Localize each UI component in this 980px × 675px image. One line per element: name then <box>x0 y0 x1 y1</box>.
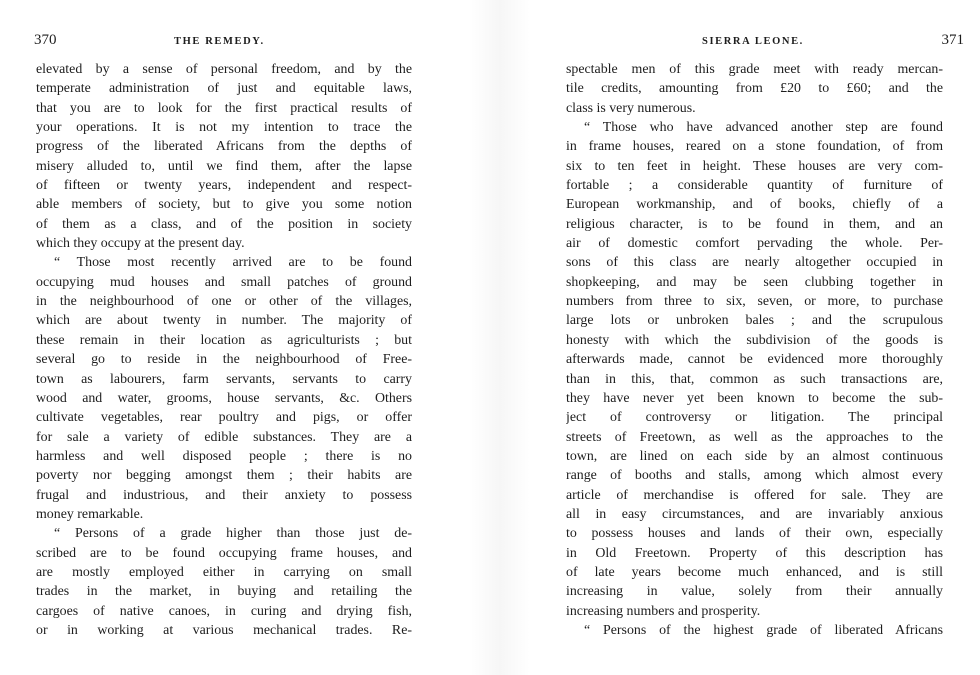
text-line: in frame houses, reared on a stone foundation, of from <box>566 139 943 155</box>
text-line: cultivate vegetables, rear poultry and pigs, or offer <box>36 410 412 426</box>
text-line: European workmanship, and of books, chiefly of a <box>566 197 943 213</box>
text-line: misery alluded to, until we find them, after the lapse <box>36 158 412 174</box>
text-line: large lots or unbroken bales ; and the scrupulous <box>566 313 943 329</box>
text-line: occupying mud houses and small patches of ground <box>36 274 412 290</box>
text-line: town, are lined on each side by an almost continuous <box>566 448 943 464</box>
left-page-header <box>34 32 414 52</box>
text-line: than in this, that, common as such transactions are, <box>566 371 943 387</box>
right-page <box>490 0 980 675</box>
text-line: “ Those most recently arrived are to be found <box>54 255 412 271</box>
text-line: progress of the liberated Africans from the depths of <box>36 139 412 155</box>
text-line: in the neighbourhood of one or other of the villages, <box>36 294 412 310</box>
text-line: able members of society, but to give you some notion <box>36 197 412 213</box>
text-line: which they occupy at the present day. <box>36 236 245 252</box>
text-line: several go to reside in the neighbourhood of Free- <box>36 352 412 368</box>
text-line: they have never yet been known to become the sub- <box>566 390 943 406</box>
text-line: shopkeeping, and may be seen clubbing together in <box>566 274 943 290</box>
text-line: honesty with which the subdivision of the goods is <box>566 332 943 348</box>
text-line: cargoes of native canoes, in curing and drying fish, <box>36 603 412 619</box>
text-line: scribed are to be found occupying frame houses, and <box>36 545 412 561</box>
text-line: tile credits, amounting from £20 to £60; and the <box>566 81 943 97</box>
right-page-number: 371 <box>941 32 964 48</box>
text-line: to possess houses and lands of their own, especially <box>566 526 943 542</box>
text-line: “ Those who have advanced another step are found <box>584 120 943 136</box>
left-running-head: THE REMEDY. <box>174 36 265 47</box>
text-line: ject of controversy or litigation. The principal <box>566 410 943 426</box>
text-line: trades in the market, in buying and retailing the <box>36 584 412 600</box>
text-line: harmless and well disposed people ; there is no <box>36 448 412 464</box>
text-line: religious character, is to be found in them, and an <box>566 216 943 232</box>
text-line: streets of Freetown, as well as the approaches to the <box>566 429 943 445</box>
text-line: that you are to look for the first practical results of <box>36 100 412 116</box>
right-page-header <box>566 32 964 52</box>
text-line: money remarkable. <box>36 506 144 522</box>
text-line: of fifteen or twenty years, independent and respect- <box>36 178 412 194</box>
text-line: poverty nor begging amongst them ; their habits are <box>36 468 412 484</box>
text-line: fortable ; a considerable quantity of furniture of <box>566 178 943 194</box>
text-line: increasing numbers and prosperity. <box>566 603 761 619</box>
text-line: these remain in their location as agriculturists ; but <box>36 332 412 348</box>
text-line: wood and water, grooms, house servants, &c. Others <box>36 390 412 406</box>
text-line: afterwards made, cannot be evidenced more thoroughly <box>566 352 943 368</box>
text-line: sons of this class are nearly altogether occupied in <box>566 255 943 271</box>
text-line: of them as a class, and of the position in society <box>36 216 412 232</box>
text-line: all in easy circumstances, and are invariably anxious <box>566 506 943 522</box>
text-line: range of booths and stalls, among which almost every <box>566 468 943 484</box>
text-line: which are about twenty in number. The majority of <box>36 313 412 329</box>
text-line: numbers from three to six, seven, or more, to purchase <box>566 294 943 310</box>
text-line: spectable men of this grade meet with ready mercan- <box>566 62 943 77</box>
text-line: elevated by a sense of personal freedom, and by the <box>36 62 412 77</box>
text-line: class is very numerous. <box>566 100 696 116</box>
text-line: of late years become much enhanced, and is still <box>566 564 943 580</box>
right-running-head: SIERRA LEONE. <box>702 36 804 47</box>
text-line: are mostly employed either in carrying on small <box>36 564 412 580</box>
text-line: town as labourers, farm servants, servants to carry <box>36 371 412 387</box>
text-line: for sale a variety of edible substances. They are a <box>36 429 412 445</box>
text-line: six to ten feet in height. These houses are very com- <box>566 158 943 174</box>
right-page-body <box>566 60 943 640</box>
left-page-body <box>36 60 412 640</box>
text-line: your operations. It is not my intention to trace the <box>36 120 412 136</box>
text-line: “ Persons of a grade higher than those just de- <box>54 526 412 542</box>
text-line: article of merchandise is offered for sale. They are <box>566 487 943 503</box>
left-page-number: 370 <box>34 32 57 48</box>
text-line: increasing in value, solely from their annually <box>566 584 943 600</box>
text-line: or in working at various mechanical trades. Re- <box>36 622 412 638</box>
text-line: in Old Freetown. Property of this description has <box>566 545 943 561</box>
text-line: frugal and industrious, and their anxiety to possess <box>36 487 412 503</box>
text-line: air of domestic comfort pervading the whole. Per- <box>566 236 943 252</box>
text-line: temperate administration of just and equitable laws, <box>36 81 412 97</box>
text-line: “ Persons of the highest grade of liberated Africans <box>584 622 943 638</box>
